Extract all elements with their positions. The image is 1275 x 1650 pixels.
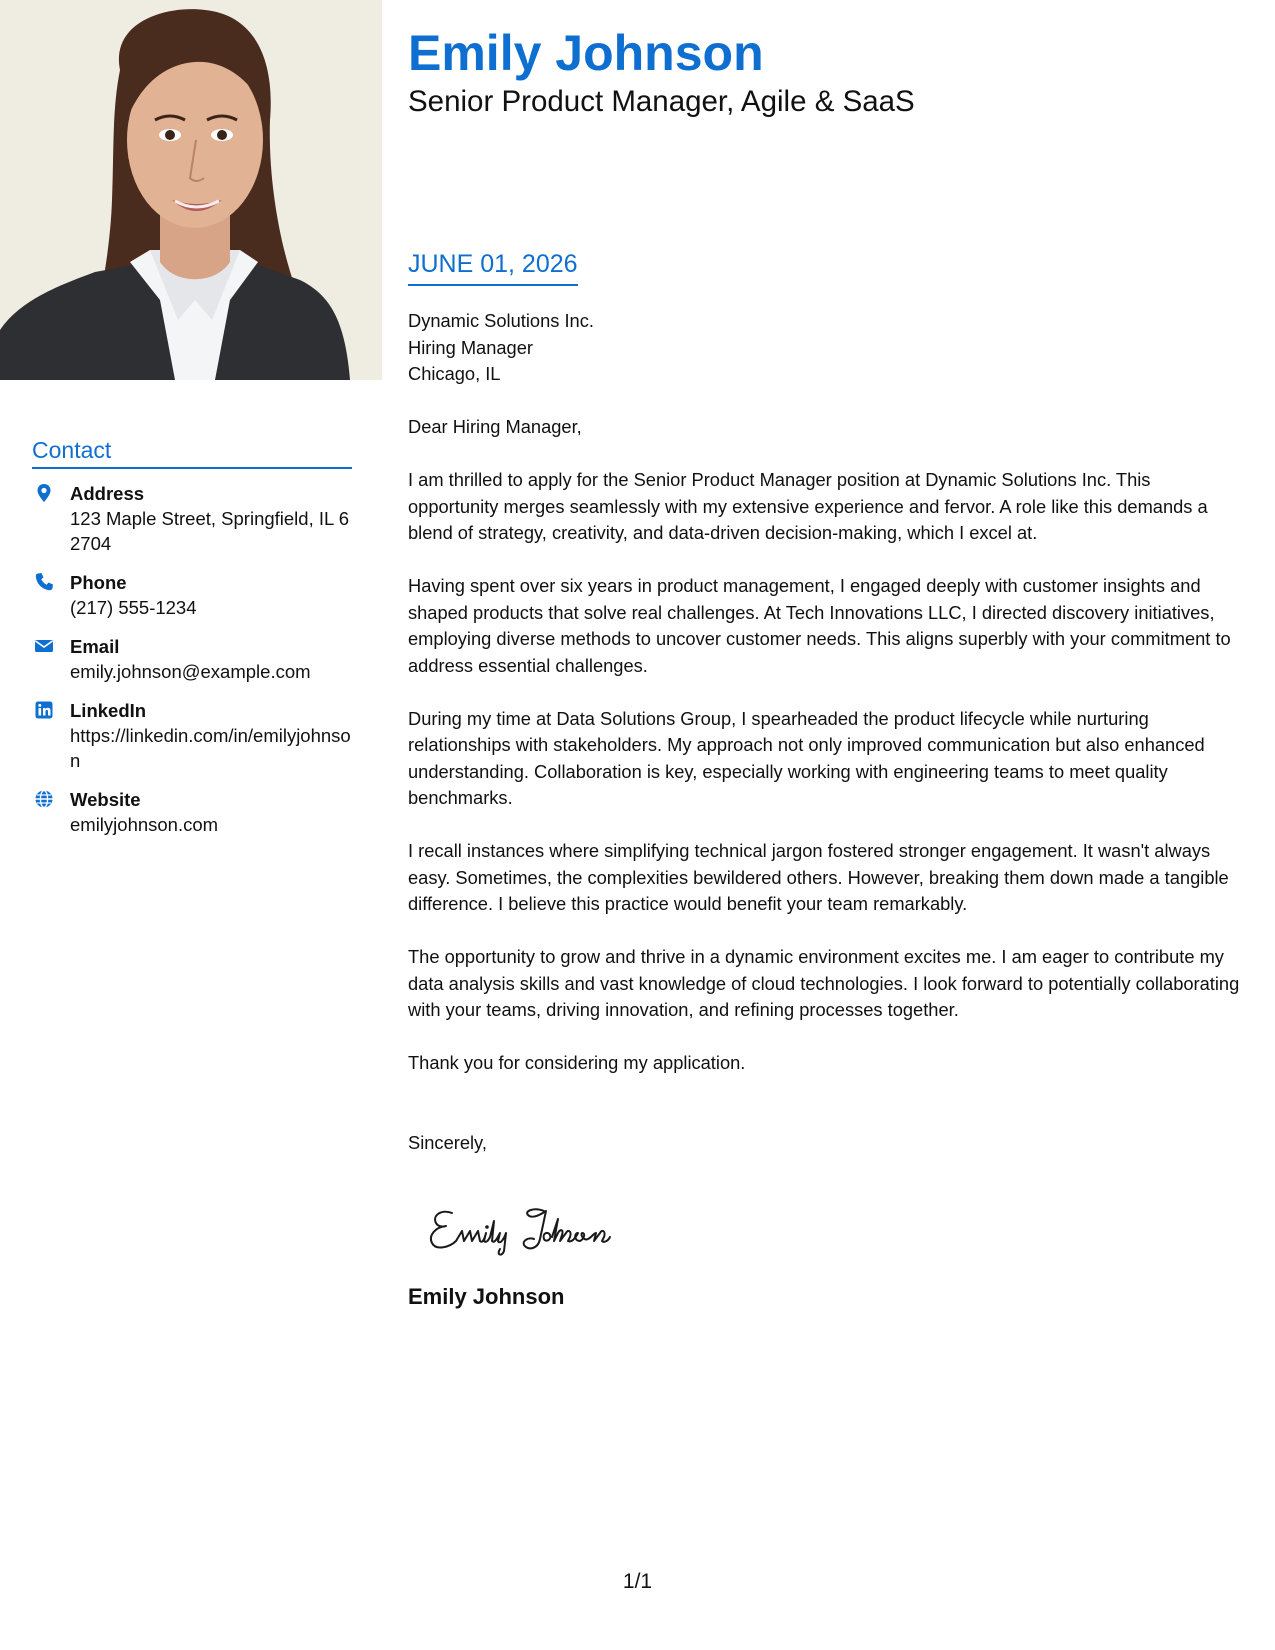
signer-name: Emily Johnson xyxy=(408,1284,565,1309)
contact-label: Website xyxy=(70,789,141,810)
contact-item-address xyxy=(32,481,352,556)
contact-section xyxy=(32,436,352,851)
address-value: 123 Maple Street, Springfield, IL 62704 xyxy=(70,508,350,554)
letter-date: JUNE 01, 2026 xyxy=(408,248,578,286)
contact-label: Address xyxy=(70,483,145,504)
profile-photo xyxy=(0,0,382,380)
contact-item-phone xyxy=(32,570,352,620)
contact-item-linkedin xyxy=(32,698,352,773)
phone-value[interactable]: (217) 555-1234 xyxy=(70,597,197,618)
recipient-company: Dynamic Solutions Inc. xyxy=(408,310,594,331)
globe-icon xyxy=(34,789,54,809)
contact-label: Phone xyxy=(70,572,127,593)
applicant-headline: Senior Product Manager, Agile & SaaS xyxy=(408,85,915,118)
letter-paragraph: I recall instances where simplifying technical jargon fostered stronger engagement. It wasn't always easy. Sometimes, the complexities bewildered others. However, breaking them down made a tangible difference. I believe this practice would benefit your team remarkably. xyxy=(408,840,1229,914)
email-value[interactable]: emily.johnson@example.com xyxy=(70,661,311,682)
letter-body xyxy=(408,308,1243,1312)
contact-label: LinkedIn xyxy=(70,700,147,721)
contact-heading: Contact xyxy=(32,436,352,469)
envelope-icon xyxy=(34,636,54,656)
map-pin-icon xyxy=(34,483,54,503)
handwritten-signature xyxy=(424,1199,664,1259)
salutation: Dear Hiring Manager, xyxy=(408,416,582,437)
contact-item-email xyxy=(32,634,352,684)
phone-icon xyxy=(34,572,54,592)
contact-label: Email xyxy=(70,636,120,657)
recipient-block xyxy=(408,308,1243,388)
letter-paragraph: Thank you for considering my application. xyxy=(408,1052,746,1073)
letter-paragraph: During my time at Data Solutions Group, I spearheaded the product lifecycle while nurturing relationships with stakeholders. My approach not only improved communication but also enhanced understanding. Collaboration is key, especially working with engineering teams to meet quality benchmarks. xyxy=(408,707,1205,808)
contact-item-website xyxy=(32,787,352,837)
applicant-name: Emily Johnson xyxy=(408,25,764,81)
letter-paragraph: Having spent over six years in product management, I engaged deeply with customer insights and shaped products that solve real challenges. At Tech Innovations LLC, I directed discovery initiatives, employing diverse methods to uncover customer needs. This aligns superbly with your commitment to address essential challenges. xyxy=(408,575,1231,676)
page-indicator: 1/1 xyxy=(622,1570,653,1593)
letter-paragraph: The opportunity to grow and thrive in a dynamic environment excites me. I am eager to contribute my data analysis skills and vast knowledge of cloud technologies. I look forward to potentially collaborating with your teams, driving innovation, and refining processes together. xyxy=(408,946,1240,1020)
recipient-location: Chicago, IL xyxy=(408,363,501,384)
linkedin-icon xyxy=(34,700,54,720)
closing: Sincerely, xyxy=(408,1131,487,1153)
website-value[interactable]: emilyjohnson.com xyxy=(70,814,219,835)
letter-paragraph: I am thrilled to apply for the Senior Product Manager position at Dynamic Solutions Inc. This opportunity merges seamlessly with my extensive experience and fervor. A role like this demands a blend of strategy, creativity, and data-driven decision-making, which I excel at. xyxy=(408,469,1208,543)
linkedin-value[interactable]: https://linkedin.com/in/emilyjohnson xyxy=(70,725,351,771)
recipient-title: Hiring Manager xyxy=(408,336,533,358)
